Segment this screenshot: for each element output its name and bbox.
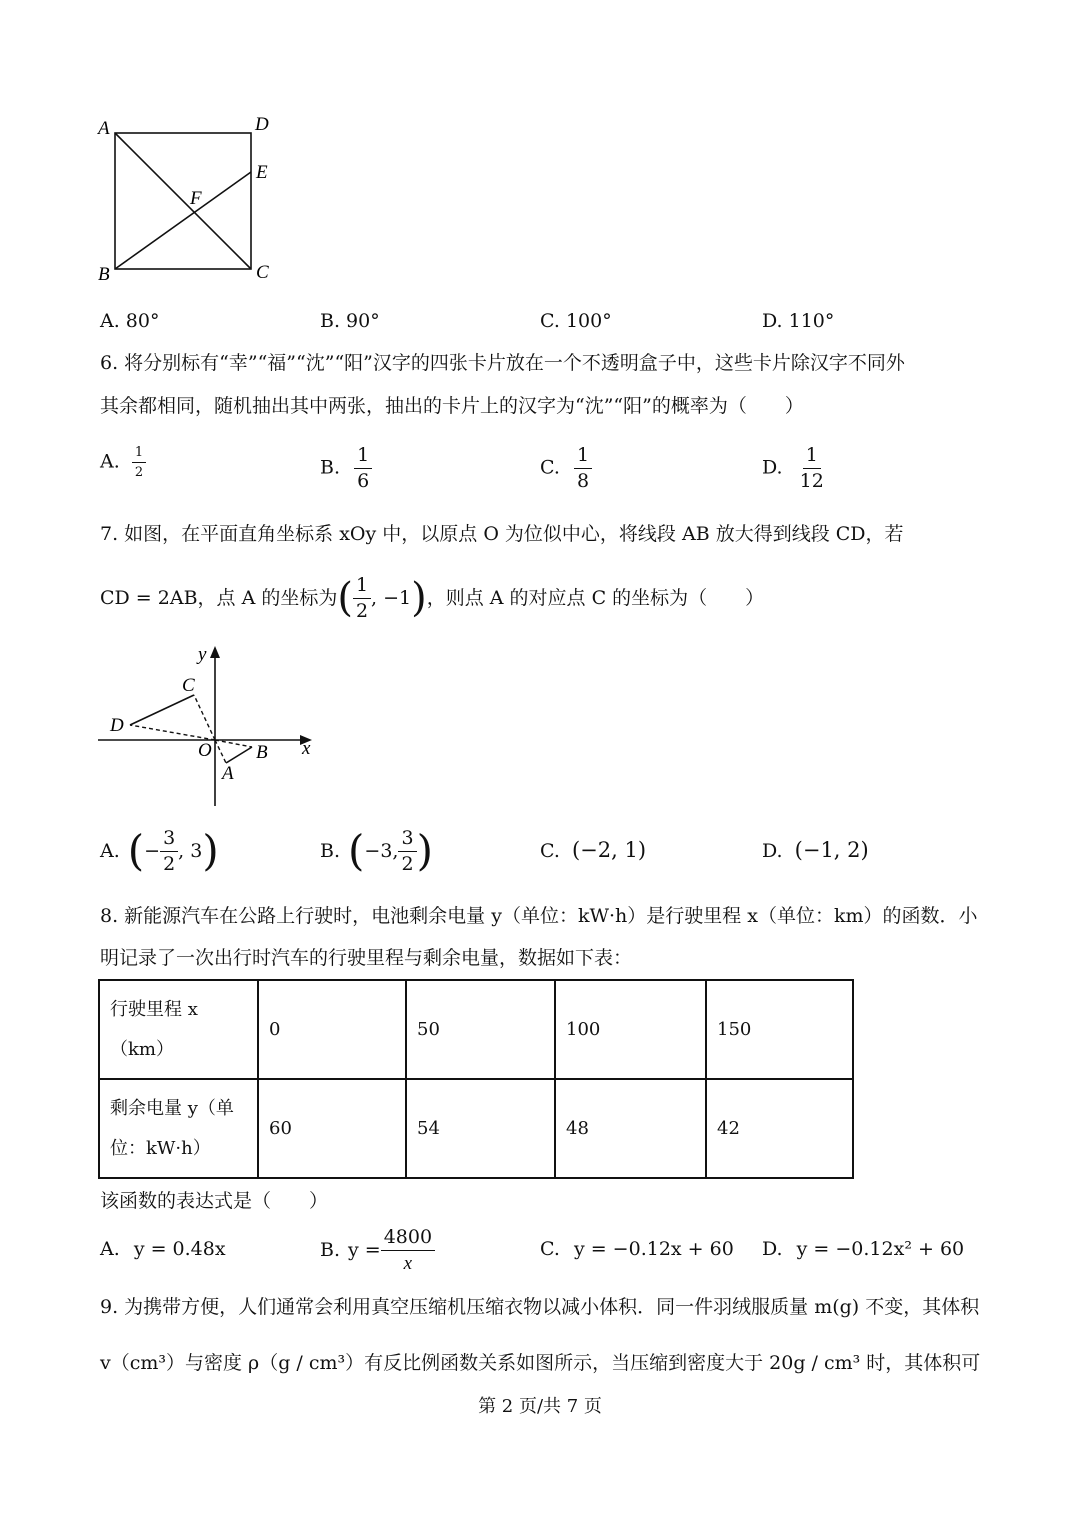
- q5-option-a: A. 80°: [100, 310, 160, 332]
- q7-line2-post: ，则点 A 的对应点 C 的坐标为（ ）: [426, 587, 765, 609]
- row2-header-b: 位：kW·h）: [110, 1137, 211, 1159]
- dashed-od: [130, 725, 215, 740]
- q7-coord-rest: , −1: [371, 587, 412, 609]
- q8-b-pre: y =: [348, 1239, 381, 1261]
- segment-cd: [130, 695, 194, 725]
- q6-a-num: 1: [132, 446, 146, 463]
- label-E: E: [256, 162, 268, 183]
- q8-b-num: 4800: [381, 1228, 435, 1251]
- q7-coord-den: 2: [355, 599, 369, 622]
- coordinate-figure: [90, 640, 330, 815]
- q8-option-b: [320, 1224, 435, 1276]
- label-F: F: [190, 188, 202, 209]
- q7-option-d-letter: D.: [762, 840, 783, 862]
- table-row: [99, 1079, 853, 1178]
- q7-option-d-text: (−1, 2): [794, 838, 869, 862]
- q6-option-c: [540, 446, 592, 491]
- row1-header-b: （km）: [110, 1038, 174, 1060]
- q7-option-d: [762, 838, 869, 862]
- q8-option-d-text: y = −0.12x² + 60: [796, 1238, 965, 1260]
- label-C: C: [182, 675, 195, 696]
- q5-option-b: B. 90°: [320, 310, 380, 332]
- q7-option-a-letter: A.: [100, 840, 120, 862]
- q9-line2: v（cm³）与密度 ρ（g / cm³）有反比例函数关系如图所示，当压缩到密度大于 20g / cm³ 时，其体积可: [100, 1352, 981, 1374]
- dashed-oa: [215, 740, 226, 763]
- q8-line2: 明记录了一次出行时汽车的行驶里程与剩余电量，数据如下表：: [100, 947, 633, 969]
- q8-option-c: [540, 1238, 734, 1260]
- q6-option-c-letter: C.: [540, 456, 560, 479]
- q6-c-den: 8: [576, 470, 590, 492]
- q7-a-post: , 3: [178, 840, 203, 862]
- q7-a-den: 2: [163, 852, 176, 875]
- row2-header-a: 剩余电量 y（单: [110, 1097, 234, 1119]
- q5-option-c: C. 100°: [540, 310, 612, 332]
- q9-line1: 9. 为携带方便，人们通常会利用真空压缩机压缩衣物以减小体积．同一件羽绒服质量 m(g) 不变，其体积: [100, 1296, 980, 1318]
- q6-line1: 6. 将分别标有“幸”“福”“沈”“阳”汉字的四张卡片放在一个不透明盒子中，这些卡片除汉字不同外: [100, 352, 905, 374]
- q7-line2-pre: CD = 2AB，点 A 的坐标为: [100, 587, 338, 609]
- q6-option-d: [762, 446, 827, 491]
- q6-option-d-letter: D.: [762, 456, 783, 479]
- table-cell: 50: [406, 980, 555, 1079]
- q7-option-b-letter: B.: [320, 840, 341, 862]
- q8-option-b-letter: B.: [320, 1239, 341, 1261]
- q7-option-c: [540, 838, 646, 862]
- table-cell: 54: [406, 1079, 555, 1178]
- q6-b-num: 1: [354, 446, 372, 469]
- q6-option-a: [100, 446, 146, 479]
- label-D: D: [110, 715, 124, 736]
- q8-option-c-letter: C.: [540, 1238, 560, 1260]
- label-O: O: [198, 740, 212, 761]
- y-axis-arrow: [210, 646, 220, 658]
- q8-option-a-letter: A.: [100, 1238, 120, 1260]
- q7-line1: 7. 如图，在平面直角坐标系 xOy 中，以原点 O 为位似中心，将线段 AB 放大得到线段 CD，若: [100, 523, 904, 545]
- q7-option-a: A. ( − $\frac{3}{2}$ , 3 ): [100, 826, 219, 875]
- square-figure: [90, 108, 290, 288]
- q8-option-a-text: y = 0.48x: [133, 1238, 226, 1260]
- q6-c-num: 1: [574, 446, 592, 469]
- q6-d-den: 12: [799, 470, 824, 492]
- q7-a-num: 3: [160, 829, 178, 852]
- q5-option-d: D. 110°: [762, 310, 835, 332]
- table-cell: 60: [258, 1079, 406, 1178]
- segment-ab: [226, 747, 252, 763]
- q8-option-d-letter: D.: [762, 1238, 783, 1260]
- q6-option-b: [320, 446, 372, 491]
- segment-be: [115, 172, 251, 269]
- label-x: x: [302, 738, 311, 759]
- table-header-cell: [99, 980, 258, 1079]
- table-header-cell: [99, 1079, 258, 1178]
- table-cell: 150: [706, 980, 853, 1079]
- mileage-table: [98, 979, 854, 1179]
- q7-a-pre: −: [144, 840, 161, 862]
- row1-header-a: 行驶里程 x: [110, 998, 198, 1020]
- q7-b-pre: −3,: [364, 840, 399, 862]
- q8-line1: 8. 新能源汽车在公路上行驶时，电池剩余电量 y（单位：kW·h）是行驶里程 x（单位：km）的函数．小: [100, 905, 978, 927]
- q7-b-den: 2: [401, 852, 414, 875]
- q7-line2: CD = 2AB，点 A 的坐标为 ( $\frac{1}{2}$ , −1 ) ，则点 A 的对应点 C 的坐标为（ ）: [100, 573, 765, 622]
- page-number: 第 2 页/共 7 页: [478, 1396, 602, 1417]
- q7-option-c-text: (−2, 1): [571, 838, 647, 862]
- label-B: B: [98, 264, 110, 285]
- label-D: D: [255, 114, 269, 135]
- q6-a-den: 2: [134, 465, 144, 480]
- q7-option-c-letter: C.: [540, 840, 560, 862]
- q8-option-c-text: y = −0.12x + 60: [573, 1238, 734, 1260]
- q8-question: 该函数的表达式是（ ）: [100, 1190, 329, 1212]
- q6-d-num: 1: [803, 446, 821, 469]
- dashed-oc: [194, 695, 215, 740]
- q8-b-den: x: [403, 1252, 413, 1274]
- table-cell: 100: [555, 980, 706, 1079]
- q7-coord-num: 1: [353, 576, 371, 599]
- q6-b-den: 6: [357, 470, 370, 492]
- table-row: [99, 980, 853, 1079]
- q8-option-a: [100, 1238, 226, 1260]
- label-y: y: [198, 644, 207, 665]
- table-cell: 42: [706, 1079, 853, 1178]
- q7-option-b: B. ( −3, $\frac{3}{2}$ ): [320, 826, 433, 875]
- dashed-ob: [215, 740, 252, 747]
- label-B: B: [256, 742, 268, 763]
- q8-option-d: [762, 1238, 964, 1260]
- label-A: A: [98, 118, 110, 139]
- q6-line2: 其余都相同，随机抽出其中两张，抽出的卡片上的汉字为“沈”“阳”的概率为（ ）: [100, 395, 804, 417]
- diagonal-ac: [115, 133, 251, 269]
- q7-b-num: 3: [398, 829, 416, 852]
- q6-option-b-letter: B.: [320, 456, 341, 479]
- table-cell: 48: [555, 1079, 706, 1178]
- table-cell: 0: [258, 980, 406, 1079]
- label-C: C: [256, 262, 269, 283]
- q6-option-a-letter: A.: [100, 450, 120, 473]
- label-A: A: [222, 763, 234, 784]
